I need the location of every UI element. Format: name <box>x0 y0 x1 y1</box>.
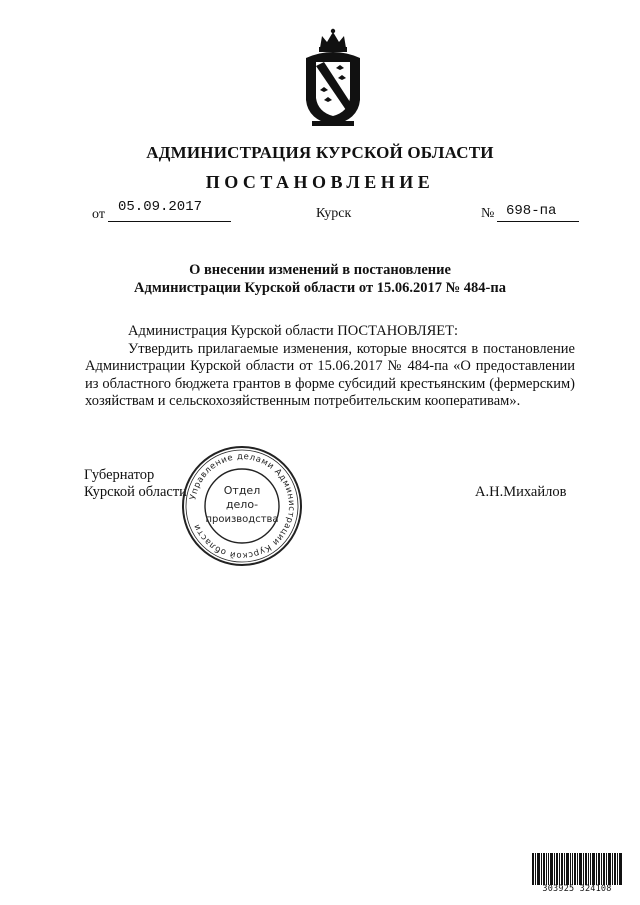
body-paragraph-2: Утвердить прилагаемые изменения, которые вносятся в постановление Администрации Курской области от 15.06.2017 № 484-па «О предоставлении из областного бюджета грантов в форме субсидий крестьянским (фермерским) хозяйствам и сельскохозяйственным потребительским кооперативам». <box>85 340 575 410</box>
body-paragraph-1: Администрация Курской области ПОСТАНОВЛЯЕТ: <box>128 323 459 339</box>
barcode-icon <box>532 853 622 885</box>
document-title <box>0 261 640 297</box>
number-prefix: № <box>481 206 495 221</box>
date-underline <box>108 221 231 222</box>
coat-of-arms-icon <box>298 28 368 128</box>
number-underline <box>497 221 579 222</box>
title-line-1: О внесении изменений в постановление <box>189 262 451 278</box>
document-number: 698-па <box>506 203 557 219</box>
stamp-inner-line-2: дело- <box>225 498 259 511</box>
document-body <box>85 323 575 411</box>
title-line-2: Администрации Курской области от 15.06.2017 № 484-па <box>134 280 506 296</box>
document-type: ПОСТАНОВЛЕНИЕ <box>205 172 435 192</box>
organization-name: АДМИНИСТРАЦИЯ КУРСКОЙ ОБЛАСТИ <box>146 143 494 162</box>
document-meta-row <box>0 200 640 226</box>
date-prefix: от <box>92 207 105 222</box>
stamp-outer-text: Управление делами Администрации Курской области <box>188 451 297 561</box>
stamp-inner-line-3: производства <box>205 514 279 525</box>
official-stamp-icon <box>180 444 304 568</box>
position-line-2: Курской области <box>84 484 187 500</box>
barcode-number: 303925 324108 <box>542 884 612 894</box>
signatory-position <box>84 467 187 501</box>
signatory-name: А.Н.Михайлов <box>475 484 567 500</box>
position-line-1: Губернатор <box>84 467 155 483</box>
document-date: 05.09.2017 <box>118 199 203 215</box>
document-city: Курск <box>316 206 352 221</box>
stamp-inner-line-1: Отдел <box>223 484 261 497</box>
